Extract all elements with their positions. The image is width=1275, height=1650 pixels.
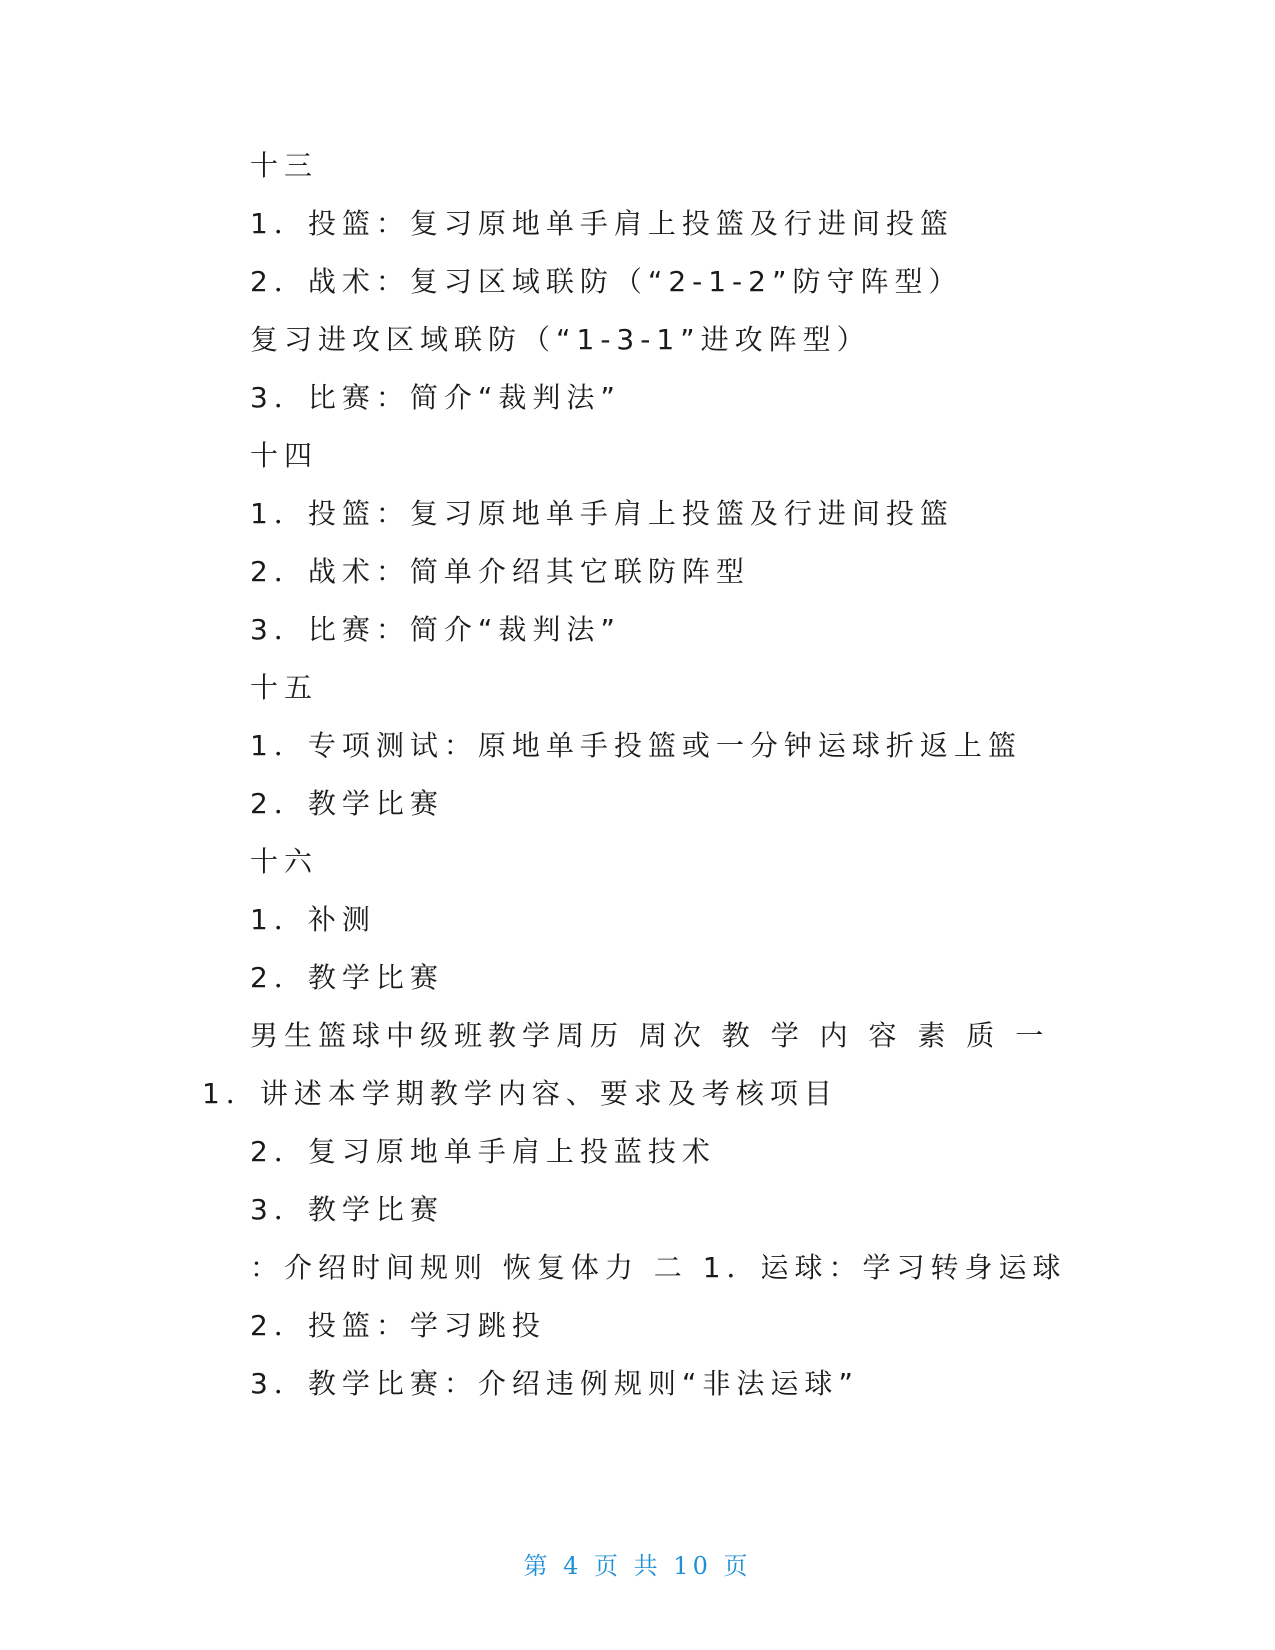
text-line: 男生篮球中级班教学周历 周次 教 学 内 容 素 质 一 (250, 1019, 1050, 1052)
text-line: 2．复习原地单手肩上投蓝技术 (250, 1135, 716, 1168)
text-line: 2．投篮：学习跳投 (250, 1309, 546, 1342)
text-line: 1．投篮：复习原地单手肩上投篮及行进间投篮 (250, 207, 954, 240)
text-line: 3．比赛：简介“裁判法” (250, 381, 621, 414)
text-line: 2．战术：复习区域联防（“2-1-2”防守阵型） (250, 265, 963, 298)
section-heading-13: 十三 (250, 149, 319, 182)
section-heading-16: 十六 (250, 845, 319, 878)
text-line: ：介绍时间规则 恢复体力 二 1．运球：学习转身运球 (250, 1251, 1067, 1284)
page-footer: 第 4 页 共 10 页 (523, 1552, 752, 1580)
text-line: 3．教学比赛 (250, 1193, 444, 1226)
text-line: 1．讲述本学期教学内容、要求及考核项目 (202, 1077, 838, 1110)
text-line: 2．教学比赛 (250, 961, 444, 994)
text-line: 1．专项测试：原地单手投篮或一分钟运球折返上篮 (250, 729, 1022, 762)
section-heading-15: 十五 (250, 671, 319, 704)
text-line: 1．补测 (250, 903, 376, 936)
text-line: 3．比赛：简介“裁判法” (250, 613, 621, 646)
text-line: 2．战术：简单介绍其它联防阵型 (250, 555, 750, 588)
text-line: 2．教学比赛 (250, 787, 444, 820)
section-heading-14: 十四 (250, 439, 319, 472)
text-line: 1．投篮：复习原地单手肩上投篮及行进间投篮 (250, 497, 954, 530)
text-line: 复习进攻区域联防（“1-3-1”进攻阵型） (250, 323, 871, 356)
text-line: 3．教学比赛：介绍违例规则“非法运球” (250, 1367, 859, 1400)
